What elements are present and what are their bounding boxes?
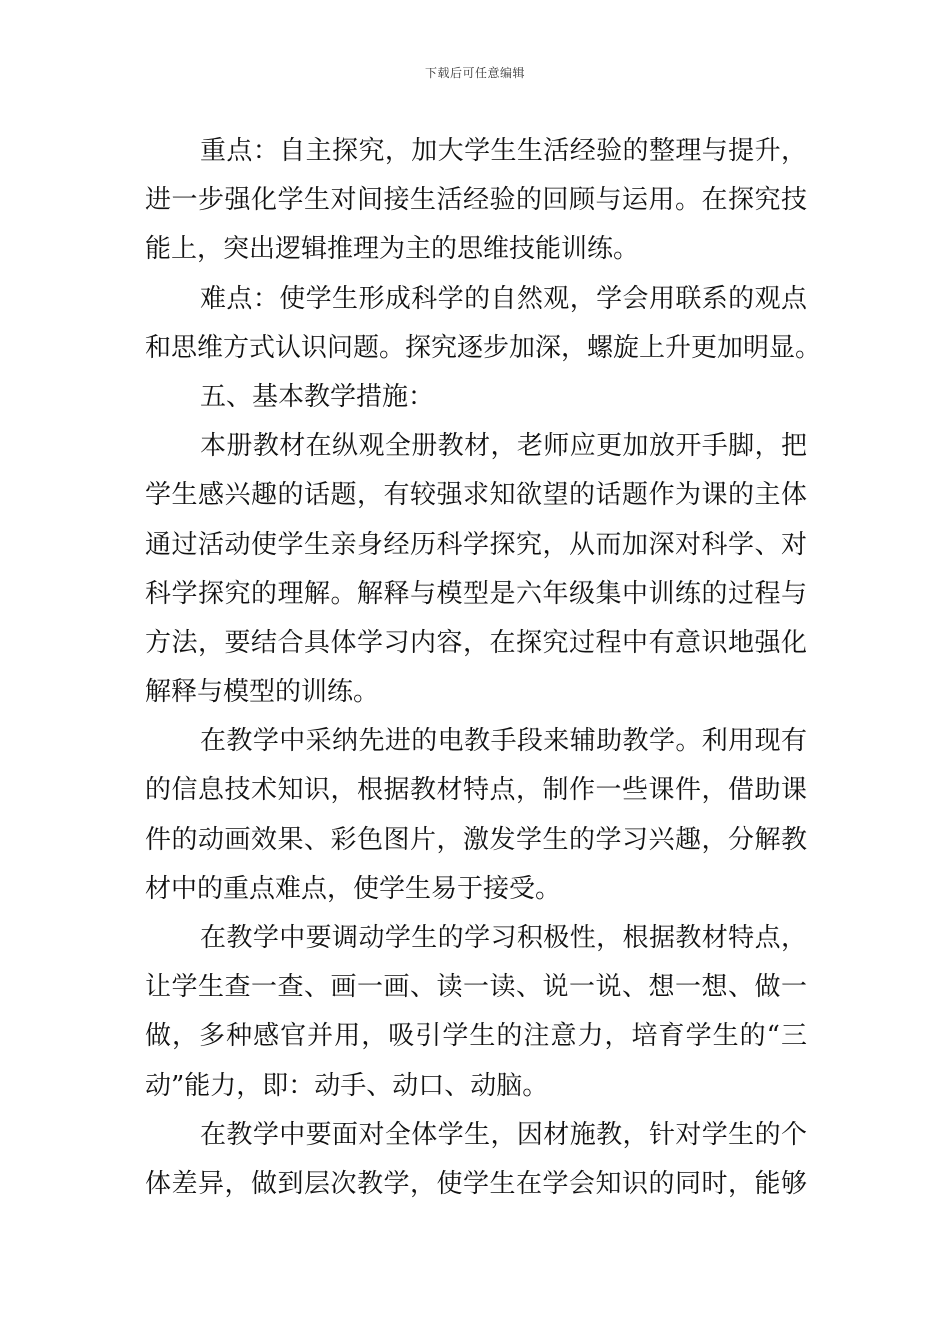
text-line: 动”能力，即：动手、动口、动脑。	[145, 1070, 549, 1101]
text-line: 在教学中采纳先进的电教手段来辅助教学。利用现有	[200, 726, 807, 757]
text-line: 件的动画效果、彩色图片，激发学生的学习兴趣，分解教	[145, 824, 807, 855]
text-line: 的信息技术知识，根据教材特点，制作一些课件，借助课	[145, 775, 807, 806]
page-header: 下载后可任意编辑	[424, 66, 525, 80]
text-line: 和思维方式认识问题。探究逐步加深，螺旋上升更加明显。	[145, 332, 822, 363]
text-line: 科学探究的理解。解释与模型是六年级集中训练的过程与	[145, 578, 807, 609]
text-line: 学生感兴趣的话题，有较强求知欲望的话题作为课的主体	[145, 480, 807, 511]
text-line: 在教学中要面对全体学生，因材施教，针对学生的个	[200, 1119, 807, 1150]
text-line: 做，多种感官并用，吸引学生的注意力，培育学生的“三	[145, 1021, 807, 1052]
text-line: 通过活动使学生亲身经历科学探究，从而加深对科学、对	[145, 529, 807, 560]
text-line: 在教学中要调动学生的学习积极性，根据教材特点，	[200, 923, 807, 953]
document-body	[145, 127, 822, 1209]
text-line: 方法，要结合具体学习内容，在探究过程中有意识地强化	[145, 627, 807, 658]
text-line: 体差异，做到层次教学，使学生在学会知识的同时，能够	[145, 1168, 807, 1199]
text-line: 本册教材在纵观全册教材，老师应更加放开手脚，把	[200, 431, 807, 462]
text-line: 材中的重点难点，使学生易于接受。	[145, 873, 562, 904]
text-line: 让学生查一查、画一画、读一读、说一说、想一想、做一	[145, 972, 807, 1003]
text-line: 进一步强化学生对间接生活经验的回顾与运用。在探究技	[145, 185, 807, 216]
text-line: 能上，突出逻辑推理为主的思维技能训练。	[145, 234, 640, 265]
text-line: 解释与模型的训练。	[145, 677, 380, 708]
section-heading: 五、基本教学措施：	[200, 381, 435, 412]
text-line: 重点：自主探究，加大学生生活经验的整理与提升，	[200, 136, 807, 166]
text-line: 难点：使学生形成科学的自然观，学会用联系的观点	[200, 283, 807, 314]
